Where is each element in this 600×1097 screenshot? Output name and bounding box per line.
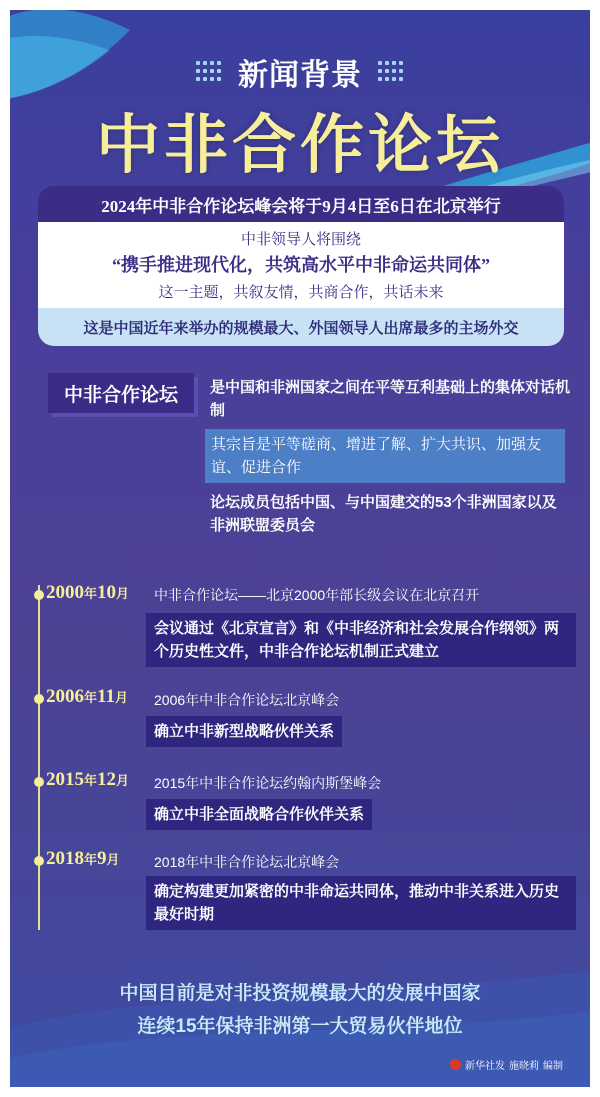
timeline-dot [34,777,44,787]
forum-tag: 中非合作论坛 [48,373,194,413]
xinhua-logo-icon [450,1059,461,1070]
timeline-result: 会议通过《北京宣言》和《中非经济和社会发展合作纲领》两个历史性文件，中非合作论坛机制正式建立 [146,613,576,667]
summit-line3: 这一主题，共叙友情，共商合作，共话未来 [158,284,444,301]
timeline-date: 2006年11月 [46,686,128,707]
timeline-event: 2006年中非合作论坛北京峰会 [154,692,340,708]
dots-right-icon [378,61,404,83]
page-title: 中非合作论坛 [96,109,504,181]
summit-theme: “携手推进现代化，共筑高水平中非命运共同体” [112,255,490,275]
timeline-event: 2015年中非合作论坛约翰内斯堡峰会 [154,775,382,791]
timeline-result: 确立中非全面战略合作伙伴关系 [146,799,372,830]
summit-headline: 2024年中非合作论坛峰会将于9月4日至6日在北京举行 [38,186,564,222]
summit-line1: 中非领导人将围绕 [240,231,361,248]
summit-box [38,186,564,346]
timeline-dot [34,590,44,600]
timeline-result: 确立中非新型战略伙伴关系 [146,716,342,747]
forum-description-3: 论坛成员包括中国、与中国建交的53个非洲国家以及非洲联盟委员会 [210,494,557,534]
dots-left-icon [196,61,222,83]
credit-role: 编制 [543,1061,563,1072]
summit-body [38,222,564,308]
timeline-dot [34,694,44,704]
timeline-result: 确定构建更加紧密的中非命运共同体，推动中非关系进入历史最好时期 [146,876,576,930]
timeline-dot [34,856,44,866]
forum-description-2: 其宗旨是平等磋商、增进了解、扩大共识、加强友谊、促进合作 [205,429,565,483]
closing-line-2: 连续15年保持非洲第一大贸易伙伴地位 [137,1016,463,1037]
credit [450,1057,563,1072]
summit-note: 这是中国近年来举办的规模最大、外国领导人出席最多的主场外交 [38,308,564,346]
timeline-event: 2018年中非合作论坛北京峰会 [154,854,340,870]
credit-agency: 新华社发 [465,1061,505,1072]
timeline-date: 2015年12月 [46,769,130,790]
credit-author: 施晓莉 [509,1061,539,1072]
forum-description-1: 是中国和非洲国家之间在平等互利基础上的集体对话机制 [210,379,571,419]
closing-line-1: 中国目前是对非投资规模最大的发展中国家 [119,983,481,1004]
kicker-text: 新闻背景 [238,59,362,92]
timeline-event: 中非合作论坛——北京2000年部长级会议在北京召开 [154,587,480,603]
timeline-date: 2018年9月 [46,848,120,869]
kicker [10,52,590,92]
timeline-date: 2000年10月 [46,582,130,603]
poster [10,10,590,1087]
timeline-line [38,585,40,930]
